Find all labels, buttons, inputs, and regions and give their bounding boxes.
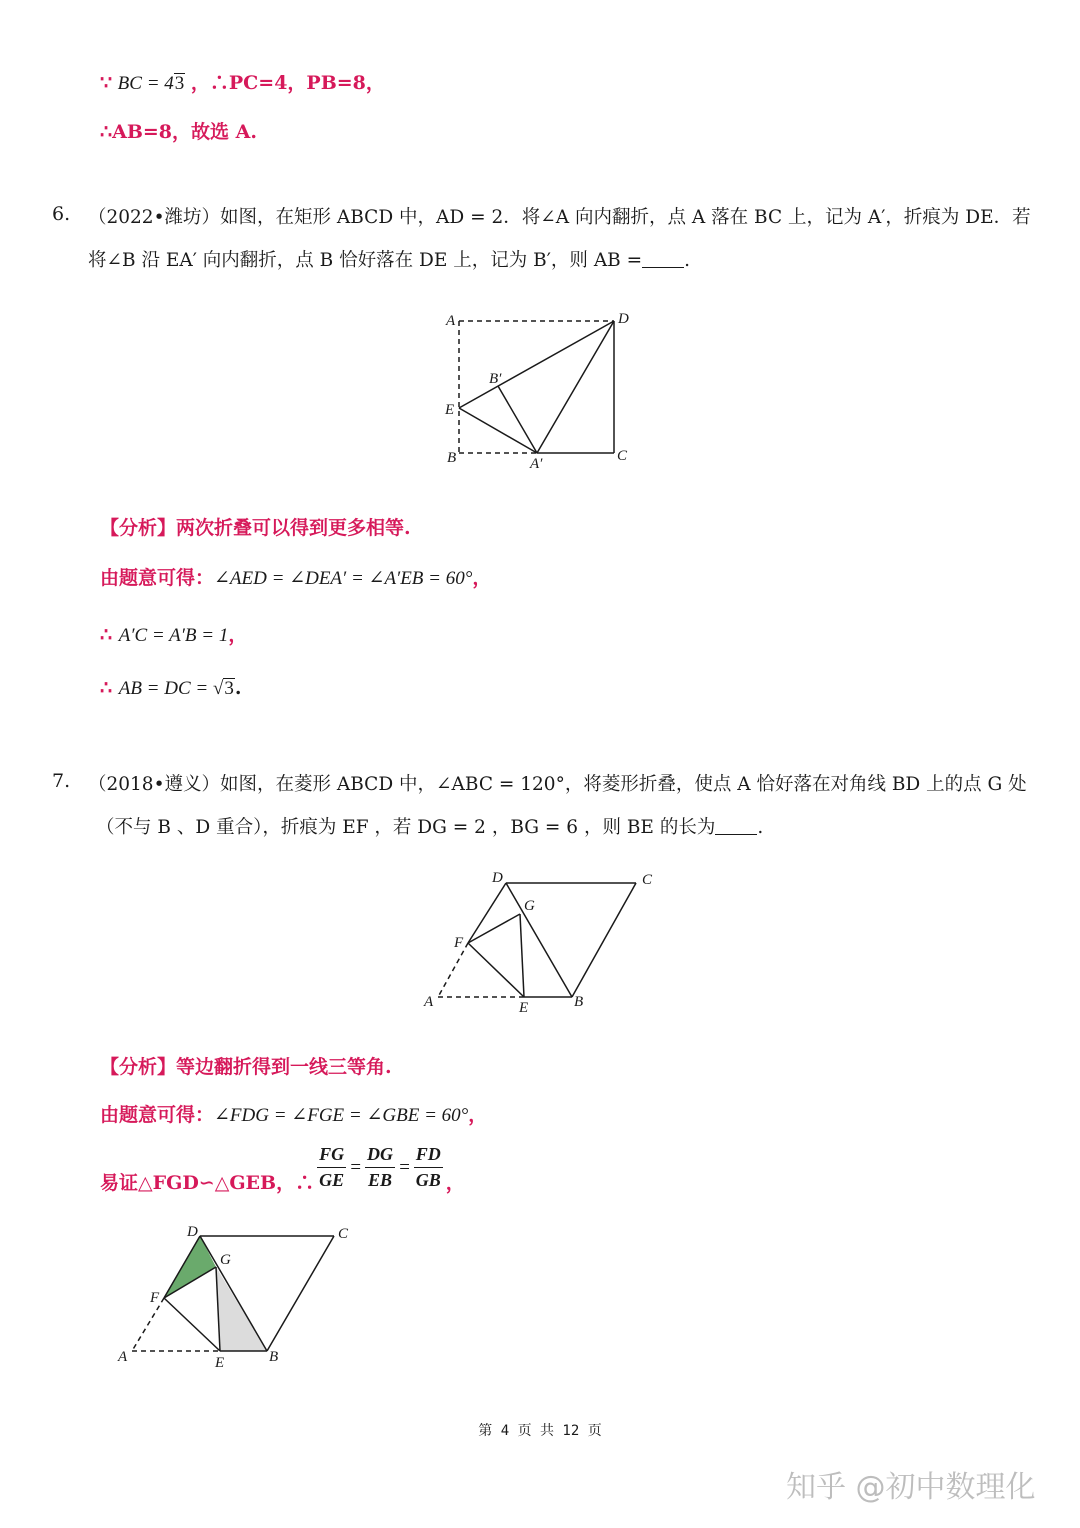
q7-step1 — [100, 1100, 487, 1127]
answer-equation: AB = DC = √3 — [118, 678, 234, 699]
segment-b1a1 — [498, 386, 537, 453]
step-end: . — [234, 677, 242, 699]
label-f: F — [454, 935, 464, 951]
therefore-symbol: ∴ — [100, 624, 113, 646]
analysis-text: 两次折叠可以得到更多相等. — [176, 517, 411, 539]
q7-stem-line2 — [96, 813, 763, 839]
label-e: E — [215, 1355, 225, 1371]
answer-blank — [715, 818, 757, 835]
watermark: 知乎 @初中数理化 — [786, 1470, 1036, 1505]
segment-cb — [572, 883, 636, 997]
label-f: F — [150, 1290, 160, 1306]
label-a: A — [424, 994, 434, 1010]
q6-period: . — [684, 250, 691, 271]
q7-step2 — [100, 1140, 465, 1195]
step-label: 由题意可得： — [100, 1104, 215, 1126]
label-c: C — [617, 448, 628, 464]
pc-pb-values: ，∴PC=4，PB=8， — [190, 72, 385, 94]
q7-period: . — [757, 817, 764, 838]
step-end: ， — [228, 624, 248, 646]
label-e: E — [519, 1000, 529, 1016]
q7-figure — [420, 865, 660, 1020]
segment-fe — [468, 943, 524, 997]
label-b: B — [269, 1349, 279, 1365]
page-footer: 第 4 页 共 12 页 — [478, 1423, 602, 1439]
q7-number: 7. — [52, 770, 71, 792]
length-equation: A′C = A′B = 1 — [118, 625, 229, 646]
label-d: D — [187, 1224, 198, 1240]
step-label: 由题意可得： — [100, 567, 215, 589]
equals-sign: = — [397, 1156, 411, 1178]
step-end: ， — [468, 1104, 488, 1126]
label-c: C — [642, 872, 653, 888]
segment-fa-dashed — [438, 943, 468, 997]
angle-equation: ∠AED = ∠DEA′ = ∠A′EB = 60° — [214, 568, 473, 589]
q7-analysis — [100, 1052, 392, 1079]
q6-figure — [440, 300, 640, 480]
therefore-symbol: ∴ — [100, 677, 113, 699]
segment-ge — [520, 914, 524, 997]
q6-stem-line1: （2022•潍坊）如图，在矩形 ABCD 中，AD = 2．将∠A 向内翻折，点 A 落在 BC 上，记为 A′，折痕为 DE．若 — [88, 207, 1031, 228]
analysis-head: 【分析】 — [100, 517, 177, 539]
expr-bc: BC = 43 — [117, 73, 185, 94]
fraction-fd-gb: $\frac{FD}{GB}$ — [415, 1144, 441, 1190]
label-e: E — [445, 402, 455, 418]
step-end: ， — [445, 1172, 465, 1194]
segment-ed — [459, 321, 614, 408]
label-d: D — [492, 870, 503, 886]
segment-ea1 — [459, 408, 537, 453]
q6-step2 — [100, 620, 247, 647]
label-g: G — [220, 1252, 231, 1268]
answer-blank — [642, 251, 684, 268]
equals-sign: = — [349, 1156, 362, 1178]
label-b: B — [447, 450, 457, 466]
analysis-head: 【分析】 — [100, 1056, 177, 1078]
segment-db — [506, 883, 572, 997]
fraction-dg-eb: $\frac{DG}{EB}$ — [366, 1144, 393, 1190]
segment-a1d — [537, 321, 614, 453]
label-a: A — [118, 1349, 128, 1365]
label-g: G — [524, 898, 535, 914]
label-c: C — [338, 1226, 349, 1242]
q6-step3 — [100, 677, 242, 700]
label-b-prime: B′ — [489, 371, 502, 387]
q7-analysis-figure — [112, 1218, 372, 1373]
label-d: D — [618, 311, 629, 327]
segment-fa-dashed — [132, 1298, 164, 1351]
prev-solution-line2: ∴AB=8，故选 A. — [100, 121, 258, 143]
q6-stem-line2-text: 将∠B 沿 EA′ 向内翻折，点 B 恰好落在 DE 上，记为 B′，则 AB = — [88, 250, 643, 271]
q6-step1 — [100, 563, 491, 590]
triangle-fgd-shaded — [164, 1236, 216, 1298]
q7-stem-line1: （2018•遵义）如图，在菱形 ABCD 中，∠ABC = 120°，将菱形折叠，使点 A 恰好落在对角线 BD 上的点 G 处 — [88, 774, 1027, 795]
therefore-symbol: ∵ — [100, 72, 113, 94]
step-end: ， — [472, 567, 492, 589]
prev-solution-line1 — [100, 68, 385, 95]
q6-stem-line2 — [88, 246, 690, 272]
fraction-fg-ge: $\frac{FG}{GE}$ — [319, 1144, 345, 1190]
angle-equation: ∠FDG = ∠FGE = ∠GBE = 60° — [214, 1105, 469, 1126]
similar-triangles-text: 易证△FGD∽△GEB，∴ — [100, 1172, 315, 1194]
segment-fe — [164, 1298, 220, 1351]
segment-fg — [468, 914, 520, 943]
q6-number: 6. — [52, 203, 71, 225]
label-a: A — [446, 313, 456, 329]
label-a-prime: A′ — [530, 456, 543, 472]
segment-cb — [267, 1236, 334, 1351]
segment-df — [468, 883, 506, 943]
label-b: B — [574, 994, 584, 1010]
q6-analysis — [100, 513, 411, 540]
q7-stem-line2-text: （不与 B 、D 重合），折痕为 EF ，若 DG = 2 ，BG = 6 ，则 BE 的长为 — [96, 817, 716, 838]
analysis-text: 等边翻折得到一线三等角. — [176, 1056, 392, 1078]
